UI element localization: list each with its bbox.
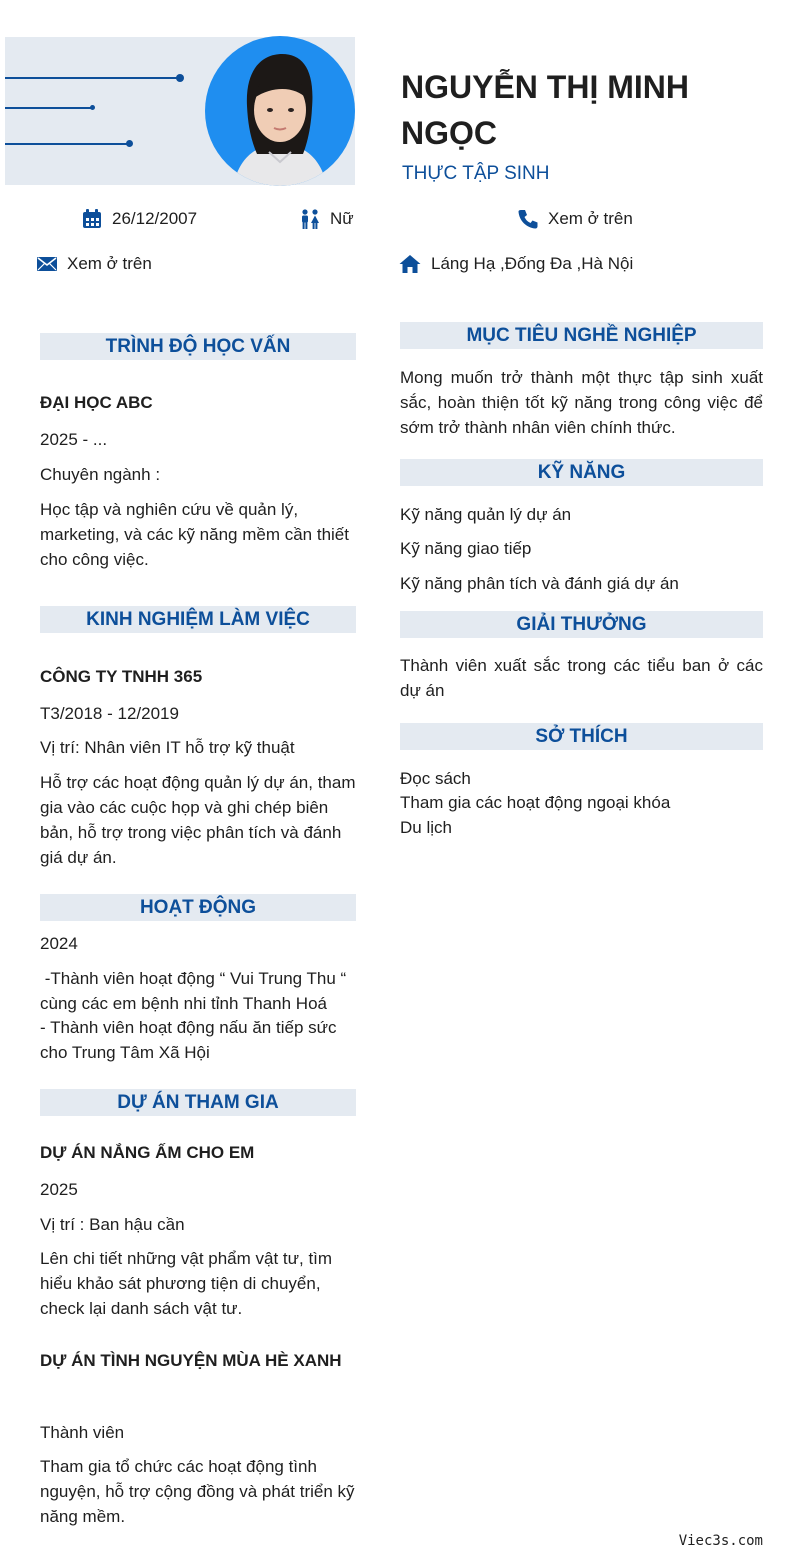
decor-dot	[176, 74, 184, 82]
project-role: Thành viên	[40, 1423, 125, 1442]
decor-line	[5, 107, 93, 109]
skills-section-title: KỸ NĂNG	[400, 459, 763, 486]
objective-section-title: MỤC TIÊU NGHỀ NGHIỆP	[400, 322, 763, 349]
project-role: Vị trí : Ban hậu cần	[40, 1215, 185, 1234]
email-value: Xem ở trên	[67, 254, 152, 273]
decor-dot	[126, 140, 133, 147]
decor-line	[5, 143, 129, 145]
projects-section-title: DỰ ÁN THAM GIA	[40, 1089, 356, 1116]
candidate-name: NGUYỄN THỊ MINH NGỌC	[401, 69, 689, 151]
decor-line	[5, 77, 180, 79]
objective-text: Mong muốn trở thành một thực tập sinh xuất sắc, hoàn thiện tốt kỹ năng trong công việc để sớm trở thành nhân viên chính thức.	[400, 368, 763, 437]
gender-icon	[300, 209, 320, 229]
hobby-item: Du lịch	[400, 818, 452, 837]
gender-value: Nữ	[330, 209, 354, 228]
hobbies-section-title: SỞ THÍCH	[400, 723, 763, 750]
birthday-value: 26/12/2007	[112, 209, 198, 228]
home-icon	[399, 254, 421, 274]
address-value: Láng Hạ ,Đống Đa ,Hà Nội	[431, 254, 634, 273]
awards-text: Thành viên xuất sắc trong các tiểu ban ở các dự án	[400, 656, 763, 700]
hobby-item: Đọc sách	[400, 769, 471, 788]
activity-item: - Thành viên hoạt động nấu ăn tiếp sức cho Trung Tâm Xã Hội	[40, 1018, 337, 1062]
activity-item: -Thành viên hoạt động “ Vui Trung Thu “ cùng các em bệnh nhi tỉnh Thanh Hoá	[40, 969, 351, 1013]
birthday-info	[82, 209, 197, 229]
project-name: DỰ ÁN TÌNH NGUYỆN MÙA HÈ XANH	[40, 1351, 342, 1370]
awards-section-title: GIẢI THƯỞNG	[400, 611, 763, 638]
project-name: DỰ ÁN NẮNG ẤM CHO EM	[40, 1143, 255, 1162]
email-info	[37, 254, 152, 274]
decor-dot	[90, 105, 95, 110]
experience-description: Hỗ trợ các hoạt động quản lý dự án, tham gia vào các cuộc họp và ghi chép biên bản, hỗ trợ trong việc phân tích và đánh giá dự án.	[40, 773, 356, 867]
footer-brand: Viec3s.com	[678, 1533, 763, 1549]
gender-info	[300, 209, 354, 229]
phone-info	[518, 209, 633, 229]
avatar	[205, 36, 355, 186]
portrait-photo	[205, 36, 355, 186]
phone-value: Xem ở trên	[548, 209, 633, 228]
job-position: THỰC TẬP SINH	[402, 163, 550, 184]
education-period: 2025 - ...	[40, 430, 108, 449]
experience-role: Vị trí: Nhân viên IT hỗ trợ kỹ thuật	[40, 738, 295, 757]
project-description: Tham gia tổ chức các hoạt động tình nguyện, hỗ trợ cộng đồng và phát triển kỹ năng mềm.	[40, 1457, 355, 1526]
experience-company: CÔNG TY TNHH 365	[40, 667, 203, 686]
education-major: Chuyên ngành :	[40, 465, 161, 484]
address-info	[399, 254, 633, 274]
experience-section-title: KINH NGHIỆM LÀM VIỆC	[40, 606, 356, 633]
project-description: Lên chi tiết những vật phẩm vật tư, tìm hiểu khảo sát phương tiện di chuyển, check lại danh sách vật tư.	[40, 1249, 333, 1318]
calendar-icon	[82, 209, 102, 229]
envelope-icon	[37, 256, 57, 272]
activities-section-title: HOẠT ĐỘNG	[40, 894, 356, 921]
experience-period: T3/2018 - 12/2019	[40, 704, 179, 723]
skill-item: Kỹ năng quản lý dự án	[400, 505, 572, 524]
activities-year: 2024	[40, 934, 78, 953]
education-description: Học tập và nghiên cứu về quản lý, marketing, và các kỹ năng mềm cần thiết cho công việc.	[40, 500, 349, 569]
hobby-item: Tham gia các hoạt động ngoại khóa	[400, 793, 671, 812]
skill-item: Kỹ năng phân tích và đánh giá dự án	[400, 574, 679, 593]
skill-item: Kỹ năng giao tiếp	[400, 539, 532, 558]
project-year: 2025	[40, 1180, 78, 1199]
education-school: ĐẠI HỌC ABC	[40, 393, 153, 412]
phone-icon	[518, 209, 538, 229]
education-section-title: TRÌNH ĐỘ HỌC VẤN	[40, 333, 356, 360]
